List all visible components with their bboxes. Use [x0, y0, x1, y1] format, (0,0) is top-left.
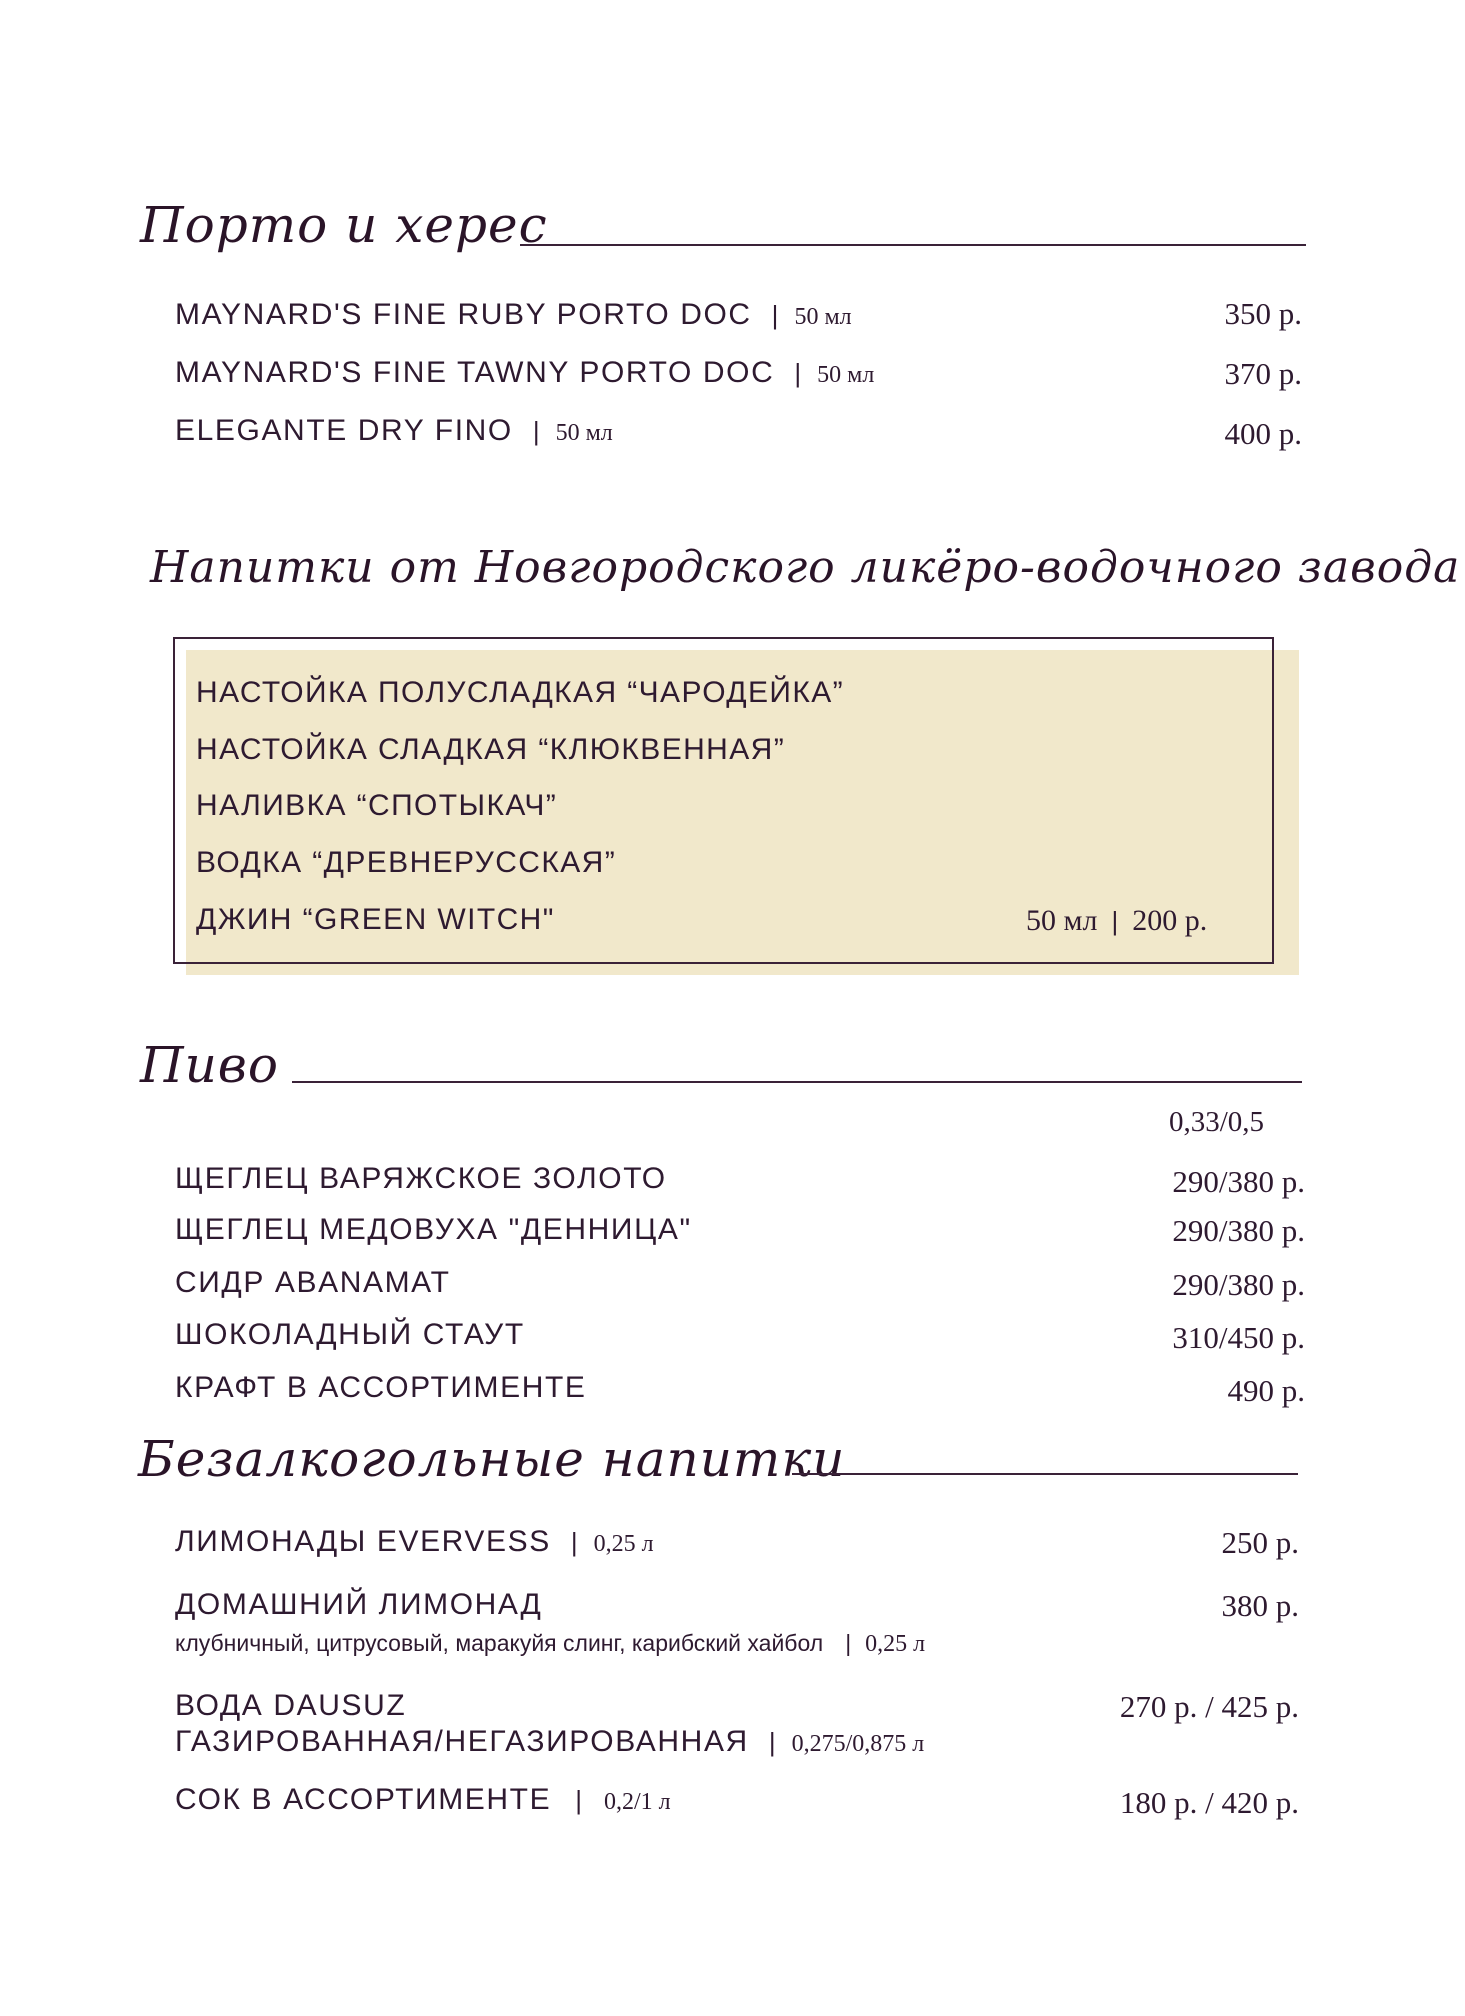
menu-item [175, 1525, 654, 1559]
item-price: 270 р. / 425 р. [1119, 1689, 1299, 1724]
item-price: 250 р. [1221, 1525, 1299, 1560]
box-price-row [1026, 904, 1207, 938]
item-name: СИДР ABANAMAT [175, 1266, 451, 1299]
item-price: 350 р. [1224, 296, 1302, 331]
item-name: ВОДА DAUSUZ [175, 1689, 407, 1722]
item-name: MAYNARD'S FINE TAWNY PORTO DOC [175, 356, 775, 389]
box-item: ДЖИН “GREEN WITCH" [196, 903, 555, 936]
item-name: ДОМАШНИЙ ЛИМОНАД [175, 1588, 543, 1621]
item-volume: 50 мл [555, 420, 613, 446]
item-volume: 50 мл [817, 362, 875, 388]
separator: | [845, 1630, 852, 1656]
item-name: ЩЕГЛЕЦ ВАРЯЖСКОЕ ЗОЛОТО [175, 1162, 667, 1195]
section-title-beer [140, 1036, 280, 1094]
soft-title: Безалкогольные напитки [138, 1430, 846, 1488]
porto-title: Порто и херес [140, 196, 548, 254]
separator: | [570, 1527, 578, 1557]
item-name: MAYNARD'S FINE RUBY PORTO DOC [175, 298, 752, 331]
separator: | [532, 416, 540, 446]
section-title-porto [140, 196, 548, 254]
item-price: 380 р. [1221, 1588, 1299, 1623]
beer-volume-header: 0,33/0,5 [1168, 1106, 1264, 1138]
menu-item [175, 356, 874, 390]
menu-item [175, 298, 852, 332]
box-price: 200 р. [1132, 904, 1208, 937]
separator: | [575, 1785, 582, 1815]
item-volume: 0,2/1 л [603, 1789, 671, 1815]
porto-title-rule [520, 244, 1306, 246]
box-item: НАЛИВКА “СПОТЫКАЧ” [196, 789, 558, 822]
item-price: 490 р. [1227, 1373, 1305, 1408]
menu-item [175, 1588, 542, 1622]
box-volume: 50 мл [1026, 904, 1098, 937]
soft-title-rule [792, 1473, 1298, 1475]
item-description-row [175, 1630, 925, 1658]
item-volume: 0,275/0,875 л [791, 1731, 925, 1757]
menu-item [175, 1318, 525, 1352]
item-name-line2: ГАЗИРОВАННАЯ/НЕГАЗИРОВАННАЯ [175, 1725, 749, 1758]
menu-item [175, 414, 613, 448]
beer-title: Пиво [140, 1036, 280, 1094]
menu-item [175, 1162, 667, 1196]
separator: | [794, 358, 802, 388]
item-name: ЛИМОНАДЫ EVERVESS [175, 1525, 551, 1558]
item-price: 370 р. [1224, 356, 1302, 391]
menu-item [175, 1783, 671, 1817]
menu-item [175, 1371, 587, 1405]
item-name: КРАФТ В АССОРТИМЕНТЕ [175, 1371, 587, 1404]
separator: | [771, 300, 779, 330]
box-item: НАСТОЙКА ПОЛУСЛАДКАЯ “ЧАРОДЕЙКА” [196, 676, 845, 709]
box-item: ВОДКА “ДРЕВНЕРУССКАЯ” [196, 846, 617, 879]
item-price: 310/450 р. [1172, 1320, 1305, 1355]
menu-item [175, 1213, 692, 1247]
item-name: ELEGANTE DRY FINO [175, 414, 513, 447]
separator: | [768, 1727, 776, 1757]
beer-title-rule [292, 1081, 1302, 1083]
item-name: ШОКОЛАДНЫЙ СТАУТ [175, 1318, 525, 1351]
novgorod-title: Напитки от Новгородского ликёро-водочного завода [150, 542, 1461, 593]
item-price: 290/380 р. [1172, 1267, 1305, 1302]
box-item: НАСТОЙКА СЛАДКАЯ “КЛЮКВЕННАЯ” [196, 733, 786, 766]
item-price: 400 р. [1224, 416, 1302, 451]
item-volume: 50 мл [794, 304, 852, 330]
item-price: 290/380 р. [1172, 1213, 1305, 1248]
menu-item-subline [175, 1725, 924, 1759]
menu-item [175, 1266, 451, 1300]
item-name: ЩЕГЛЕЦ МЕДОВУХА "ДЕННИЦА" [175, 1213, 692, 1246]
menu-item [175, 1689, 406, 1723]
item-description: клубничный, цитрусовый, маракуйя слинг, карибский хайбол [175, 1630, 824, 1656]
item-volume: 0,25 л [865, 1631, 926, 1657]
separator: | [1111, 906, 1119, 936]
item-volume: 0,25 л [593, 1531, 654, 1557]
item-price: 180 р. / 420 р. [1119, 1785, 1299, 1820]
item-price: 290/380 р. [1172, 1164, 1305, 1199]
section-title-soft [138, 1430, 846, 1488]
item-name: СОК В АССОРТИМЕНТЕ [175, 1783, 552, 1816]
section-title-novgorod [150, 542, 1461, 593]
